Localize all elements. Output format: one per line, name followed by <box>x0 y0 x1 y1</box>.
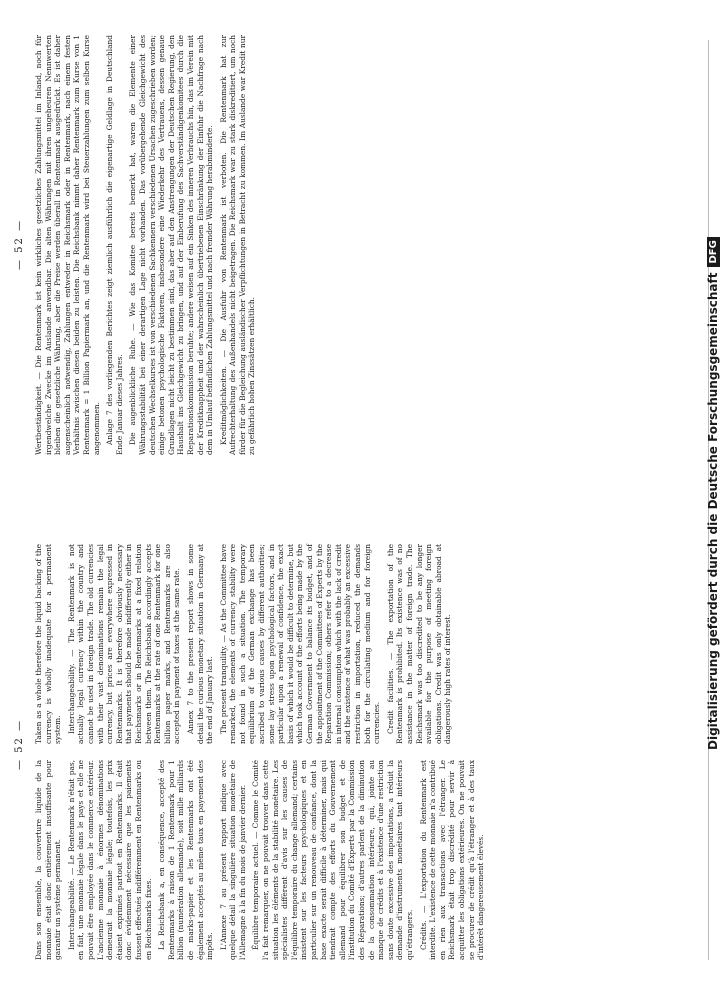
page-number-left: — 52 — <box>14 718 25 770</box>
german-paragraph: Kreditmöglichkeiten. — Die Ausfuhr von Rentenmark ist verboten. Die Rentenmark hat zur Aufrechterhaltung des Außenhandels nicht beigetragen. Die Reichsmark war zu stark diskreditiert, um noch fürder für die Begleichung ausländischer Verpflichtungen in Betracht zu kommen. Im Auslande war Kredit nur zu gefährlich hohen Zinssätzen erhältlich. <box>218 35 257 455</box>
digitization-credit <box>702 30 724 750</box>
german-paragraph: Anlage 7 des vorliegenden Berichtes zeigt ziemlich ausführlich die eigenartige Geldlage in Deutschland Ende Januar dieses Jahres. <box>105 35 124 455</box>
page-number-right: — 52 — <box>14 218 25 270</box>
english-paragraph: Annex 7 to the present report shows in some detail the curious monetary situation in Germany at the end of January last. <box>185 544 215 744</box>
english-paragraph: The present tranquility. — As the Committee have remarked, the elements of currency stability were not found in such a situation. The temporary equilibrium of the German exchange has been ascribed to various causes by different authorities; some lay stress upon psychological factors, and in particular upon a renewal of confidence, the exact basis of which it would be difficult to determine, but which took account of the efforts being made by the German Government to balance its budget, and of the appointment of the Committees of Experts by the Reparation Commission; others refer to a decrease in internal consumption which with the lack of credit and the existence of what was probably an excessive restriction in importation, reduced the demands both for the circulating medium and for foreign currencies. <box>218 544 382 744</box>
english-paragraph: Taken as a whole therefore the liquid backing of the currency is wholly inadequate for a permanent system. <box>34 544 63 744</box>
german-paragraph: Wertbeständigkeit. — Die Rentenmark ist kein wirkliches gesetzliches Zahlungsmittel im Inland, noch für irgendwelche Zwecke im Auslande anwendbar. Die alten Währungen mit ihren ungeheuren Nennwerten bleiben die gesetzliche Währung, aber die Preise werden überall in Rentenmark ausgedrückt. Es ist daher augenscheinlich notwendig, Zahlungen entweder in Reichsmark oder in Rentenmark, nach einem festen Verhältnis zwischen diesen beiden zu leisten. Die Reichsbank nimmt daher Rentenmark zum Kurse von 1 Rentenmark = 1 Billion Papiermark an, und die Rentenmark wird bei Steuerzahlungen zum selben Kurse angenommen. <box>34 35 101 455</box>
french-paragraph: Interchangeabilité. — Le Rentenmark n'était pas, en fait, une monnaie légale dans le pays et elle ne pouvait être employée dans le commerce extérieur. L'ancienne monnaie à énormes dénominations demeurait la monnaie légale; toutefois, les prix étaient exprimés partout en Rentenmarks. Il était donc évidemment nécessaire que les paiements fussent effectués indifféremment en Rentenmarks ou en Reichsmarks fixes. <box>66 760 153 960</box>
dfg-logo: DFG <box>707 237 720 266</box>
french-column <box>34 760 490 960</box>
english-paragraph: Interchangeability. — The Rentenmark is not actually legal currency within the country and cannot be used in foreign trade. The old currencies with their vast denominations remain the legal currency, but prices are everywhere expressed in Rentenmarks. It is therefore obviously necessary that payments should be made indifferently either in Reichsmarks or in Rentenmarks at a fixed relation between them. The Reichsbank accordingly accepts Rentenmarks at the rate of one Rentenmark for one billion paper marks, and Rentenmarks are also accepted in payment of taxes at the same rate. <box>66 544 182 744</box>
french-paragraph: La Reichsbank a, en conséquence, accepté des Rentenmarks à raison de 1 Rentenmark pour 1 billion (numération allemande), soit mille milliards de marks-papier et les Rentenmarks ont été également acceptés au même taux en payement des impôts. <box>157 760 215 960</box>
french-paragraph: Équilibre temporaire actuel. — Comme le Comité l'a fait remarquer, on ne pouvait trouver dans cette situation les éléments de la stabilité monétaire. Les spécialistes diffèrent d'avis sur les causes de l'équilibre temporaire du change allemand; certains insistent sur les facteurs psychologiques et en particulier sur un renouveau de confiance, dont la base exacte serait difficile à déterminer, mais qui tiendrait compte des efforts du Gouvernement allemand pour équilibrer son budget et de l'institution du Comité d'Experts par la Commission des Réparations; d'autres parlent de la diminution de la consommation intérieure, qui, jointe au manque de crédits et à l'existence d'une restriction sans doute excessive des importations, a réduit la demande d'instruments monétaires tant intérieurs qu'étrangers. <box>251 760 414 960</box>
german-paragraph: Die augenblickliche Ruhe. — Wie das Komitee bereits bemerkt hat, waren die Elemente einer Währungsstabilität bei einer derartigen Lage nicht vorhanden. Das vorübergehende Gleichgewicht des deutschen Wechselkurses ist von verschiedenen Sachkennern verschiedenen Ursachen zugeschrieben worden; einige betonen psychologische Faktoren, insbesondere eine Wiederkehr des Vertrauens, dessen genaue Grundlagen nicht leicht zu bestimmen sind, das aber auf den Anstrengungen der Deutschen Regierung, den Haushalt ins Gleichgewicht zu bringen, und auf der Einberufung des Sachverständigenkomitees durch die Reparationskommission beruhte; andere weisen auf ein Sinken des inneren Verbrauchs hin, das im Verein mit der Kreditknappheit und der wahrscheinlich übertriebenen Einschränkung der Einfuhr die Nachfrage nach dem in Umlauf befindlichen Zahlungsmittel und nach fremder Währung herabminderte. <box>128 35 215 455</box>
french-paragraph: Dans son ensemble, la couverture liquide de la monnaie était donc entièrement insuffisante pour garantir un système permanent. <box>34 760 63 960</box>
french-paragraph: L'Annexe 7 au présent rapport indique avec quelque détail la singulière situation monétaire de l'Allemagne à la fin du mois de janvier dernier. <box>218 760 247 960</box>
french-paragraph: Crédits. — L'exportation du Rentenmark est interdite. L'existence de cette monnaie n'a contribué en rien aux transactions avec l'étranger. Le Reichsmark était trop discrédité pour servir à acquitter les obligations extérieures. On ne pouvait se procurer de crédit qu'à l'étranger et à des taux d'intérêt dangereusement élevés. <box>418 760 486 960</box>
german-column <box>34 35 261 455</box>
credit-text: Digitalisierung gefördert durch die Deutsche Forschungsgemeinschaft <box>706 272 720 750</box>
english-column <box>34 544 457 744</box>
english-paragraph: Credit facilities. — The exportation of the Rentenmark is prohibited. Its existence was of no assistance in the matter of foreign trade. The Reichsmark was too discredited to be any longer available for the purpose of meeting foreign obligations. Credit was only obtainable abroad at dangerously high rates of interest. <box>385 544 453 744</box>
